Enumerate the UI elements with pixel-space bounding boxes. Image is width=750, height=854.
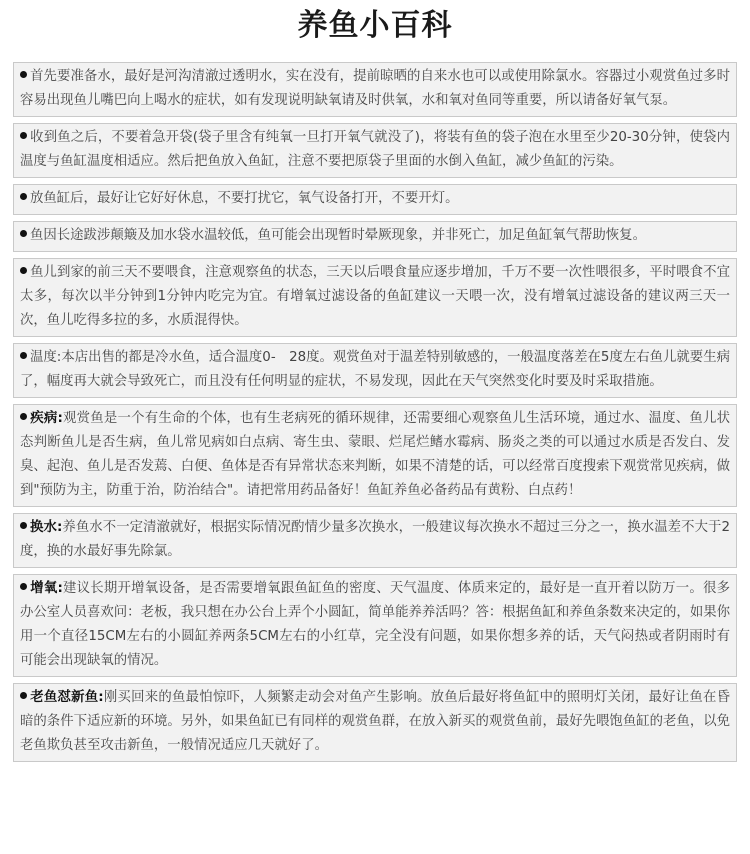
tip-text: 放鱼缸后，最好让它好好休息，不要打扰它，氧气设备打开，不要开灯。 (30, 191, 459, 206)
tip-text: 首先要准备水，最好是河沟清澈过透明水，实在没有，提前晾晒的自来水也可以或使用除氯水。容器过小观赏鱼过多时容易出现鱼儿嘴巴向上喝水的症状，如有发现说明缺氧请及时供氧，水和氧对鱼同等重要，所以请备好氧气泵。 (20, 69, 730, 108)
tip-item (13, 683, 737, 762)
bullet-icon (20, 230, 27, 237)
bullet-icon (20, 267, 27, 274)
tip-text: 刚买回来的鱼最怕惊吓，人频繁走动会对鱼产生影响。放鱼后最好将鱼缸中的照明灯关闭，最好让鱼在昏暗的条件下适应新的环境。另外，如果鱼缸已有同样的观赏鱼群，在放入新买的观赏鱼前，最好先喂饱鱼缸的老鱼，以免老鱼欺负甚至攻击新鱼，一般情况适应几天就好了。 (20, 690, 731, 753)
bullet-icon (20, 522, 27, 529)
bullet-icon (20, 132, 27, 139)
bullet-icon (20, 413, 27, 420)
tip-item (13, 574, 737, 677)
tip-label: 换水: (30, 520, 63, 535)
tip-text: 收到鱼之后，不要着急开袋(袋子里含有纯氧一旦打开氧气就没了)，将装有鱼的袋子泡在水里至少20-30分钟，使袋内温度与鱼缸温度相适应。然后把鱼放入鱼缸，注意不要把原袋子里面的水倒入鱼缸，减少鱼缸的污染。 (20, 130, 730, 169)
tip-label: 增氧: (30, 581, 63, 596)
bullet-icon (20, 71, 27, 78)
tip-item (13, 221, 737, 252)
tip-item (13, 404, 737, 507)
tip-item (13, 258, 737, 337)
bullet-icon (20, 692, 27, 699)
tip-text: 养鱼水不一定清澈就好，根据实际情况酌情少量多次换水，一般建议每次换水不超过三分之一，换水温差不大于2度，换的水最好事先除氯。 (20, 520, 730, 559)
tip-item (13, 184, 737, 215)
tip-item (13, 123, 737, 178)
bullet-icon (20, 352, 27, 359)
page-title: 养鱼小百科 (297, 8, 453, 43)
tip-label: 疾病: (30, 411, 63, 426)
tip-text: 建议长期开增氧设备，是否需要增氧跟鱼缸鱼的密度、天气温度、体质来定的，最好是一直开着以防万一。很多办公室人员喜欢问：老板，我只想在办公台上弄个小圆缸，简单能养养活吗？答：根据鱼缸和养鱼条数来决定的，如果你用一个直径15CM左右的小圆缸养两条5CM左右的小红草，完全没有问题，如果你想多养的话，天气闷热或者阴雨时有可能会出现缺氧的情况。 (20, 581, 730, 668)
bullet-icon (20, 583, 27, 590)
tip-text: 温度:本店出售的都是冷水鱼，适合温度0- 28度。观赏鱼对于温差特别敏感的，一般温度落差在5度左右鱼儿就要生病了，幅度再大就会导致死亡，而且没有任何明显的症状，不易发现，因此在天气突然变化时要及时采取措施。 (20, 350, 730, 389)
tip-text: 观赏鱼是一个有生命的个体，也有生老病死的循环规律，还需要细心观察鱼儿生活环境，通过水、温度、鱼儿状态判断鱼儿是否生病，鱼儿常见病如白点病、寄生虫、蒙眼、烂尾烂鳍水霉病、肠炎之类的可以通过水质是否发白、发臭、起泡、鱼儿是否发蔫、白便、鱼体是否有异常状态来判断，如果不清楚的话，可以经常百度搜索下观赏常见疾病，做到"预防为主，防重于治，防治结合"。请把常用药品备好！鱼缸养鱼必备药品有黄粉、白点药！ (20, 411, 730, 498)
tip-item (13, 513, 737, 568)
tips-list (13, 62, 737, 762)
tip-text: 鱼儿到家的前三天不要喂食，注意观察鱼的状态，三天以后喂食量应逐步增加，千万不要一次性喂很多，平时喂食不宜太多，每次以半分钟到1分钟内吃完为宜。有增氧过滤设备的鱼缸建议一天喂一次，没有增氧过滤设备的建议两三天一次，鱼儿吃得多拉的多，水质混得快。 (20, 265, 730, 328)
bullet-icon (20, 193, 27, 200)
tip-item (13, 62, 737, 117)
tip-text: 鱼因长途跋涉颠簸及加水袋水温较低，鱼可能会出现暂时晕厥现象，并非死亡，加足鱼缸氧气帮助恢复。 (30, 228, 646, 243)
tip-label: 老鱼怼新鱼: (30, 690, 104, 705)
tip-item (13, 343, 737, 398)
